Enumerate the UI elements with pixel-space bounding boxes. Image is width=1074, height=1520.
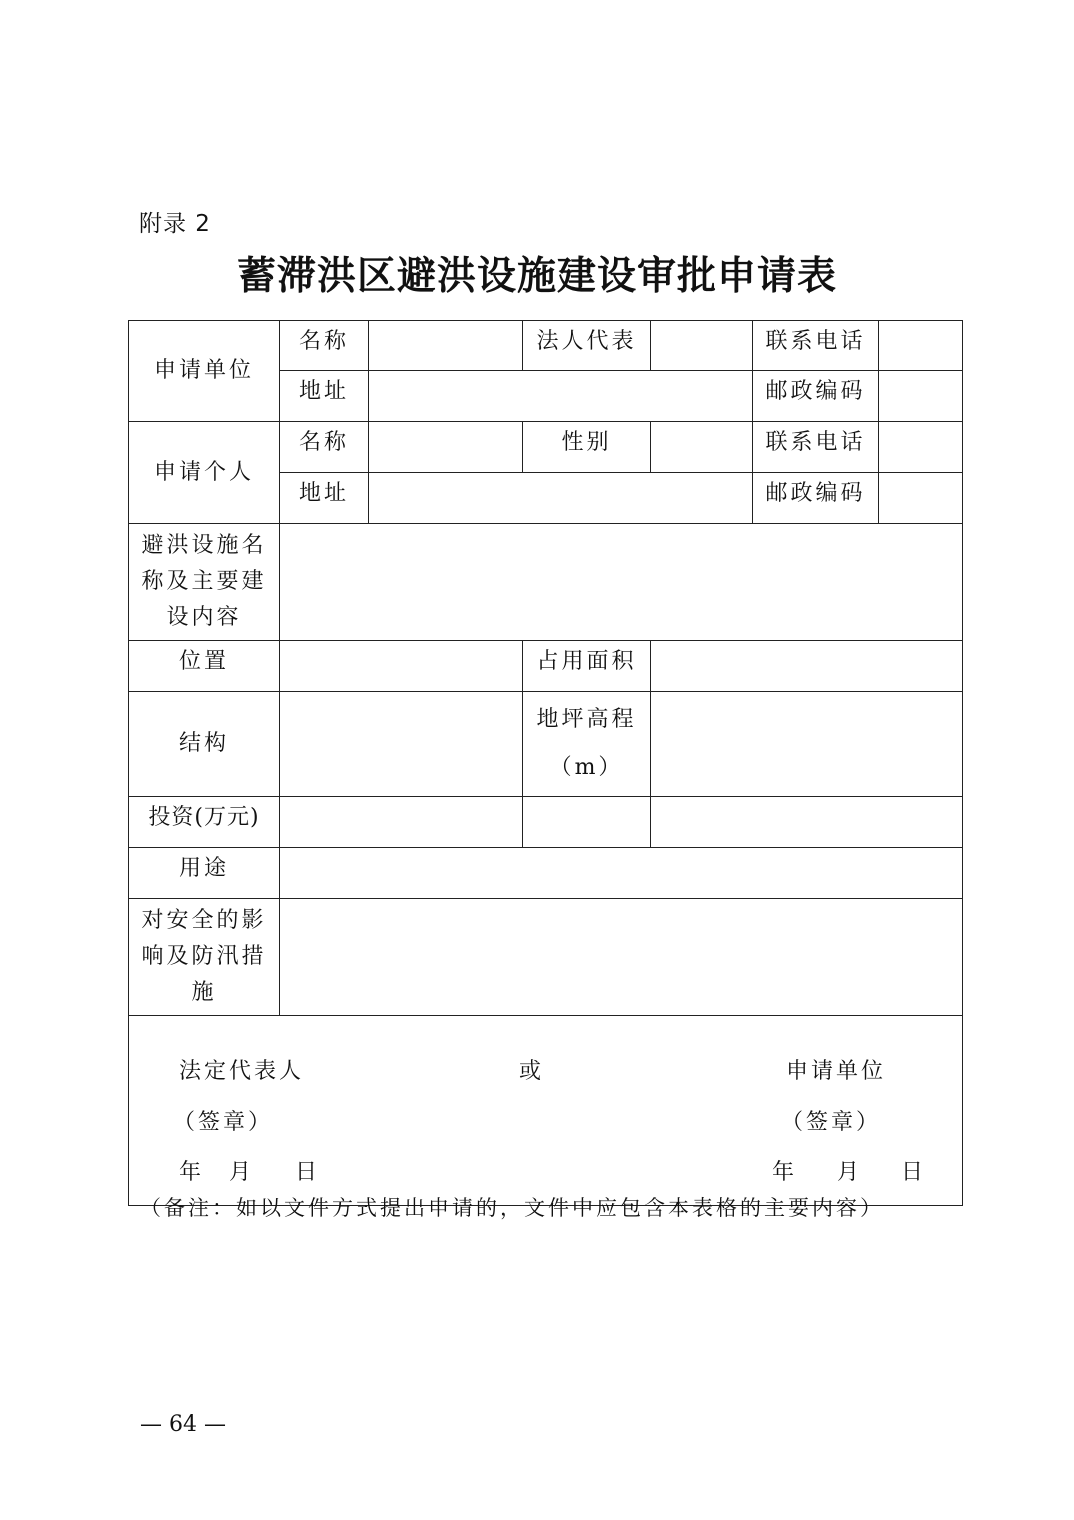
investment-field-3[interactable]	[651, 797, 963, 848]
facility-content-label	[129, 524, 280, 641]
investment-label: 投资(万元)	[129, 797, 280, 848]
table-row	[129, 848, 963, 899]
unit-postcode-label: 邮政编码	[753, 371, 879, 422]
year-right: 年	[772, 1160, 798, 1185]
month-left: 月	[229, 1160, 255, 1185]
ground-elev-line-1: 地坪高程	[536, 707, 637, 732]
unit-name-label: 名称	[280, 321, 369, 371]
safety-measures-field[interactable]	[280, 899, 963, 1016]
person-name-label: 名称	[280, 422, 369, 473]
person-postcode-field[interactable]	[879, 473, 963, 524]
person-phone-field[interactable]	[879, 422, 963, 473]
table-row	[129, 1016, 963, 1206]
year-left: 年	[179, 1160, 205, 1185]
area-label: 占用面积	[523, 641, 651, 692]
table-row	[129, 692, 963, 797]
day-right: 日	[901, 1160, 927, 1185]
ground-elevation-field[interactable]	[651, 692, 963, 797]
appendix-label: 附录 2	[139, 211, 211, 237]
investment-field-2[interactable]	[523, 797, 651, 848]
applicant-unit-label: 申请单位	[129, 321, 280, 422]
legal-rep-label: 法人代表	[523, 321, 651, 371]
unit-address-field[interactable]	[369, 371, 753, 422]
person-phone-label: 联系电话	[753, 422, 879, 473]
gender-field[interactable]	[651, 422, 753, 473]
page-number: — 64 —	[140, 1412, 226, 1437]
table-row	[129, 797, 963, 848]
unit-phone-field[interactable]	[879, 321, 963, 371]
unit-sign-label: 申请单位	[786, 1059, 887, 1084]
or-text: 或	[519, 1059, 545, 1084]
ground-elev-line-2: （m）	[549, 755, 624, 780]
person-address-field[interactable]	[369, 473, 753, 524]
seal-right: （签章）	[781, 1110, 882, 1135]
unit-phone-label: 联系电话	[753, 321, 879, 371]
gender-label: 性别	[523, 422, 651, 473]
facility-label-line-2: 称及主要建	[141, 569, 267, 594]
remark-note: （备注：如以文件方式提出申请的，文件中应包含本表格的主要内容）	[140, 1196, 884, 1220]
safety-label-line-3: 施	[191, 980, 217, 1005]
day-left: 日	[295, 1160, 321, 1185]
legal-rep-field[interactable]	[651, 321, 753, 371]
facility-content-field[interactable]	[280, 524, 963, 641]
month-right: 月	[837, 1160, 863, 1185]
location-label: 位置	[129, 641, 280, 692]
safety-label-line-1: 对安全的影	[141, 908, 267, 933]
usage-field[interactable]	[280, 848, 963, 899]
signature-block[interactable]	[129, 1016, 963, 1206]
facility-label-line-3: 设内容	[166, 605, 242, 630]
location-field[interactable]	[280, 641, 523, 692]
unit-postcode-field[interactable]	[879, 371, 963, 422]
table-row	[129, 321, 963, 371]
ground-elevation-label	[523, 692, 651, 797]
table-row	[129, 899, 963, 1016]
applicant-person-label: 申请个人	[129, 422, 280, 524]
structure-field[interactable]	[280, 692, 523, 797]
area-field[interactable]	[651, 641, 963, 692]
seal-left: （签章）	[173, 1110, 274, 1135]
structure-label: 结构	[129, 692, 280, 797]
table-row	[129, 524, 963, 641]
legal-rep-sign-label: 法定代表人	[179, 1059, 305, 1084]
safety-label-line-2: 响及防汛措	[141, 944, 267, 969]
form-title: 蓄滞洪区避洪设施建设审批申请表	[236, 253, 837, 299]
safety-measures-label	[129, 899, 280, 1016]
application-form-table	[128, 320, 963, 1206]
facility-label-line-1: 避洪设施名	[141, 533, 267, 558]
table-row	[129, 422, 963, 473]
unit-address-label: 地址	[280, 371, 369, 422]
usage-label: 用途	[129, 848, 280, 899]
person-name-field[interactable]	[369, 422, 523, 473]
investment-field-1[interactable]	[280, 797, 523, 848]
unit-name-field[interactable]	[369, 321, 523, 371]
table-row	[129, 641, 963, 692]
person-address-label: 地址	[280, 473, 369, 524]
person-postcode-label: 邮政编码	[753, 473, 879, 524]
